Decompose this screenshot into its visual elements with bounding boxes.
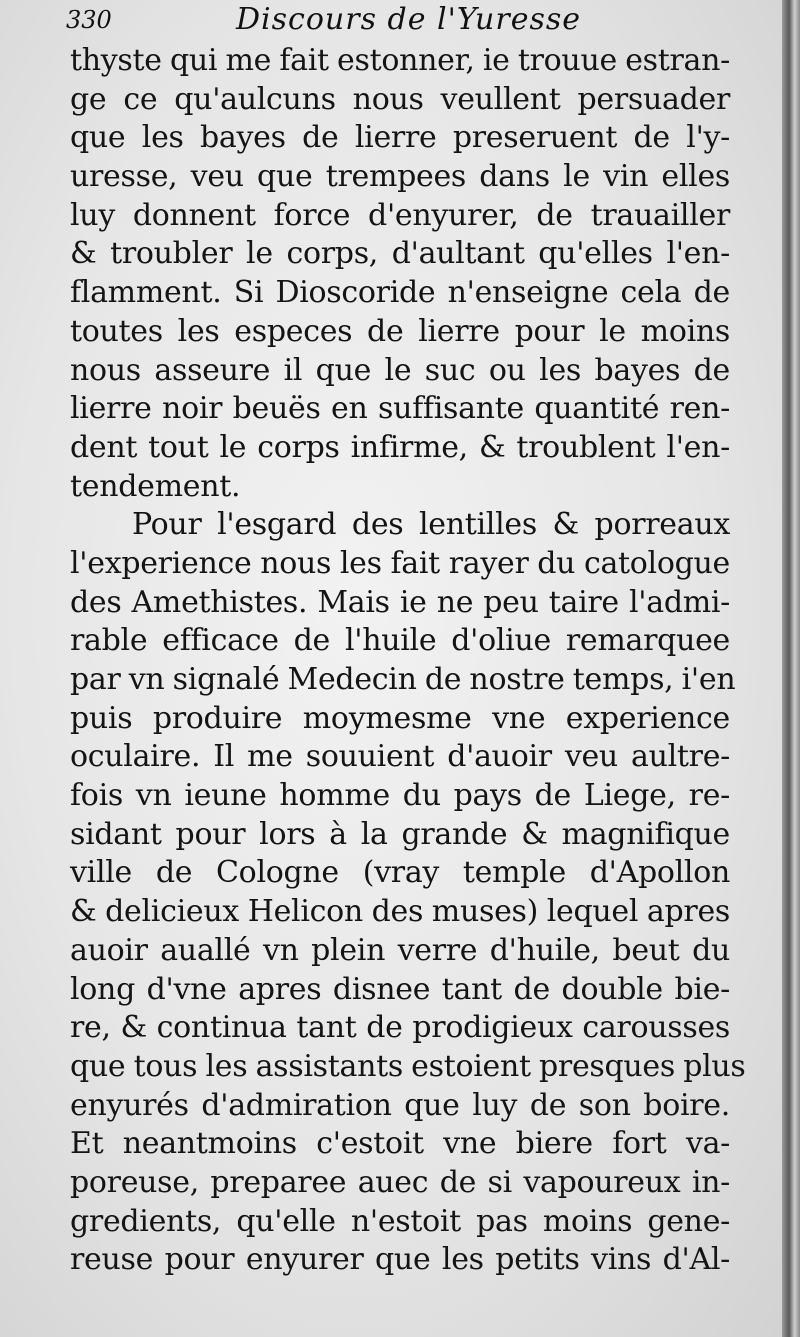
text-line: des Amethistes. Mais ie ne peu taire l'admi- [70,584,730,620]
text-line: tendement. [70,468,241,504]
text-line: rable efficace de l'huile d'oliue remarquee [70,623,730,659]
text-line: dent tout le corps infirme, & troublent l'en- [70,429,730,465]
text-line: Et neantmoins c'estoit vne biere fort va- [70,1126,730,1162]
text-line: puis produire moymesme vne experience [70,700,730,736]
text-line: reuse pour enyurer que les petits vins d'Al- [70,1242,730,1278]
running-head [66,2,756,42]
running-title: Discours de l'Yuresse [236,2,581,37]
text-line: poreuse, preparee auec de si vapoureux in- [70,1164,730,1200]
text-line: enyurés d'admiration que luy de son boire. [70,1087,730,1123]
text-line: nous asseure il que le suc ou les bayes de [70,352,730,388]
body-text [70,42,746,1280]
text-line: par vn signalé Medecin de nostre temps, i'en [70,662,736,697]
text-line: Pour l'esgard des lentilles & porreaux [132,507,730,543]
text-line: sidant pour lors à la grande & magnifique [70,816,730,852]
text-line: l'experience nous les fait rayer du catologue [70,545,730,581]
text-line: luy donnent force d'enyurer, de trauailler [70,197,730,233]
text-line: gredients, qu'elle n'estoit pas moins gene- [70,1203,730,1239]
text-line: oculaire. Il me souuient d'auoir veu aultre- [70,739,730,775]
page-edge [782,0,800,1337]
text-line: & delicieux Helicon des muses) lequel apres [70,894,730,930]
text-line: re, & continua tant de prodigieux carousses [70,1010,730,1046]
text-line: thyste qui me fait estonner, ie trouue estran- [70,43,730,78]
text-line: lierre noir beuës en suffisante quantité ren- [70,391,730,427]
page-number: 330 [66,6,112,34]
text-line: fois vn ieune homme du pays de Liege, re- [70,778,730,814]
text-line: que tous les assistants estoient presques plus [70,1048,746,1084]
text-line: flamment. Si Dioscoride n'enseigne cela de [70,275,730,311]
text-line: uresse, veu que trempees dans le vin elles [70,159,730,195]
text-line: ville de Cologne (vray temple d'Apollon [70,855,730,891]
text-line: que les bayes de lierre preseruent de l'y- [70,120,730,156]
text-line: & troubler le corps, d'aultant qu'elles l'en- [70,236,730,272]
text-line: auoir auallé vn plein verre d'huile, beut du [70,932,730,968]
text-line: ge ce qu'aulcuns nous veullent persuader [70,81,730,117]
text-line: long d'vne apres disnee tant de double bie- [70,971,730,1007]
text-line: toutes les especes de lierre pour le moins [70,313,730,349]
